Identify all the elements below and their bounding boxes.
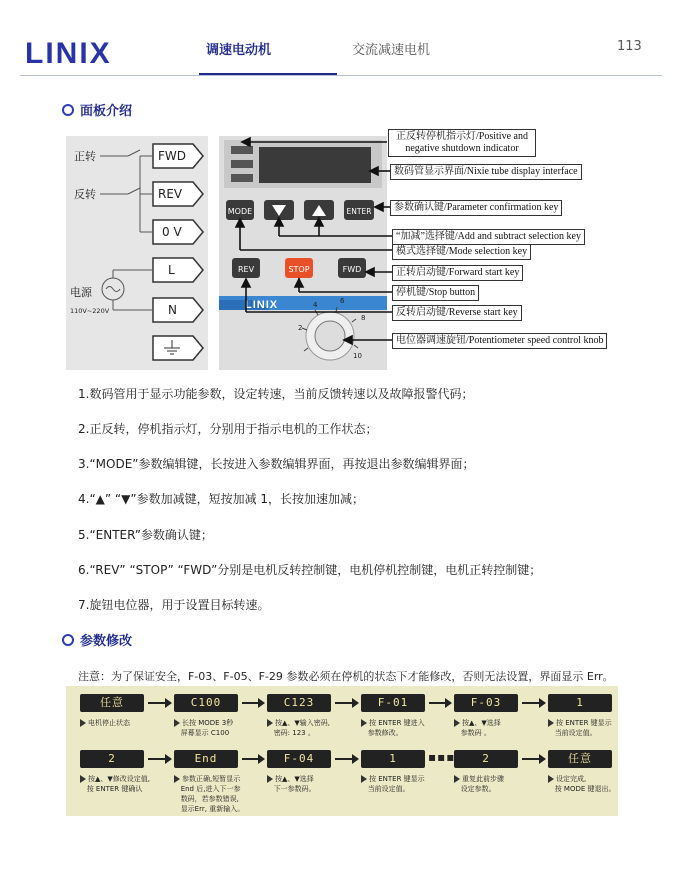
step12-display: 任意 — [548, 750, 612, 768]
annotation-confirm-key: 参数确认键/Parameter confirmation key — [390, 200, 562, 216]
terminal-0v: 0 V — [162, 225, 182, 239]
section-title-params: 参数修改 — [62, 630, 132, 649]
step6-display: 1 — [548, 694, 612, 712]
step1-caption: 电机停止状态 — [80, 718, 130, 728]
key-rev: REV — [237, 265, 255, 274]
label-reverse: 反转 — [74, 188, 96, 201]
svg-text:LINIX: LINIX — [25, 37, 112, 68]
step10-caption: 按 ENTER 键显示 当前设定值。 — [361, 774, 425, 794]
annotation-stop-key: 停机键/Stop button — [392, 285, 479, 301]
paragraph-4: 4.“▲” “▼”参数加减键，短按加减 1，长按加速加减； — [78, 492, 365, 506]
step11-caption: 重复此前步骤 设定参数。 — [454, 774, 504, 794]
step1-display: 任意 — [80, 694, 144, 712]
paragraph-2: 2.正反转，停机指示灯，分别用于指示电机的工作状态； — [78, 422, 378, 436]
step4-caption: 按 ENTER 键进入 参数修改。 — [361, 718, 425, 738]
step10-display: 1 — [361, 750, 425, 768]
annotation-display: 数码管显示界面/Nixie tube display interface — [390, 164, 582, 180]
label-forward: 正转 — [74, 150, 96, 163]
key-enter: ENTER — [346, 207, 372, 216]
annotation-forward-key: 正转启动键/Forward start key — [392, 265, 523, 281]
label-power: 电源 — [70, 286, 92, 299]
key-mode: MODE — [227, 207, 253, 216]
step5-caption: 按▲、▼选择 参数码 。 — [454, 718, 501, 738]
paragraph-5: 5.“ENTER”参数确认键； — [78, 528, 213, 542]
step11-display: 2 — [454, 750, 518, 768]
key-fwd: FWD — [342, 265, 362, 274]
parameter-steps — [66, 686, 618, 816]
ellipsis-icon: ▪▪▪▪ — [428, 750, 465, 764]
page-number: 113 — [617, 39, 642, 54]
step4-display: F-01 — [361, 694, 425, 712]
panel-diagram — [0, 0, 678, 380]
panel-brand: LINIX — [245, 299, 279, 311]
step12-caption: 设定完成, 按 MODE 键退出。 — [548, 774, 616, 794]
dial-4: 4 — [313, 301, 318, 309]
circle-bullet-icon — [62, 634, 74, 646]
step7-display: 2 — [80, 750, 144, 768]
step3-display: C123 — [267, 694, 331, 712]
paragraph-3: 3.“MODE”参数编辑键，长按进入参数编辑界面，再按退出参数编辑界面； — [78, 457, 475, 471]
step3-caption: 按▲、▼输入密码, 密码: 123 。 — [267, 718, 330, 738]
key-stop: STOP — [288, 265, 310, 274]
paragraph-6: 6.“REV” “STOP” “FWD”分别是电机反转控制键，电机停机控制键，电机正转控制键； — [78, 563, 542, 577]
arrow-right-icon — [148, 758, 170, 760]
arrow-right-icon — [335, 758, 357, 760]
annotation-reverse-key: 反转启动键/Reverse start key — [392, 305, 522, 321]
dial-10: 10 — [353, 352, 362, 360]
annotation-knob: 电位器调速旋钮/Potentiometer speed control knob — [392, 333, 607, 349]
annotation-indicator: 正反转停机指示灯/Positive and negative shutdown indicator — [388, 129, 536, 157]
step2-display: C100 — [174, 694, 238, 712]
arrow-right-icon — [242, 758, 263, 760]
step7-caption: 按▲、▼修改设定值, 按 ENTER 键确认 — [80, 774, 150, 794]
step2-caption: 长按 MODE 3秒 屏幕显示 C100 — [174, 718, 233, 738]
label-voltage: 110V~220V — [70, 307, 110, 315]
arrow-right-icon — [335, 702, 357, 704]
safety-note: 注意：为了保证安全，F-03、F-05、F-29 参数必须在停机的状态下才能修改，否则无法设置，界面显示 Err。 — [78, 670, 614, 683]
arrow-right-icon — [522, 702, 544, 704]
step6-caption: 按 ENTER 键显示 当前设定值。 — [548, 718, 612, 738]
dial-2: 2 — [298, 324, 303, 332]
nav-tab-ac-gear-motor[interactable]: 交流减速电机 — [352, 43, 431, 58]
arrow-right-icon — [148, 702, 170, 704]
arrow-right-icon — [242, 702, 263, 704]
nav-tab-speed-motor[interactable]: 调速电动机 — [206, 43, 272, 58]
dial-8: 8 — [361, 314, 366, 322]
dial-6: 6 — [340, 297, 345, 305]
step8-display: End — [174, 750, 238, 768]
terminal-fwd: FWD — [158, 149, 187, 163]
annotation-add-subtract-key: “加减”选择键/Add and subtract selection key — [392, 229, 585, 245]
arrow-right-icon — [522, 758, 544, 760]
paragraph-1: 1.数码管用于显示功能参数，设定转速，当前反馈转速以及故障报警代码； — [78, 387, 474, 401]
step8-caption: 参数正确,短暂显示 End 后,进入下一参 数码，若参数错误, 显示Err, 重新输入。 — [174, 774, 244, 814]
step9-display: F-04 — [267, 750, 331, 768]
section-title-panel: 面板介绍 — [62, 100, 132, 119]
arrow-right-icon — [429, 702, 450, 704]
step5-display: F-03 — [454, 694, 518, 712]
annotation-mode-key: 模式选择键/Mode selection key — [392, 244, 531, 260]
step9-caption: 按▲、▼选择 下一参数码。 — [267, 774, 316, 794]
terminal-n: N — [168, 303, 177, 317]
paragraph-7: 7.旋钮电位器，用于设置目标转速。 — [78, 598, 270, 612]
terminal-l: L — [168, 263, 175, 277]
terminal-rev: REV — [158, 187, 183, 201]
